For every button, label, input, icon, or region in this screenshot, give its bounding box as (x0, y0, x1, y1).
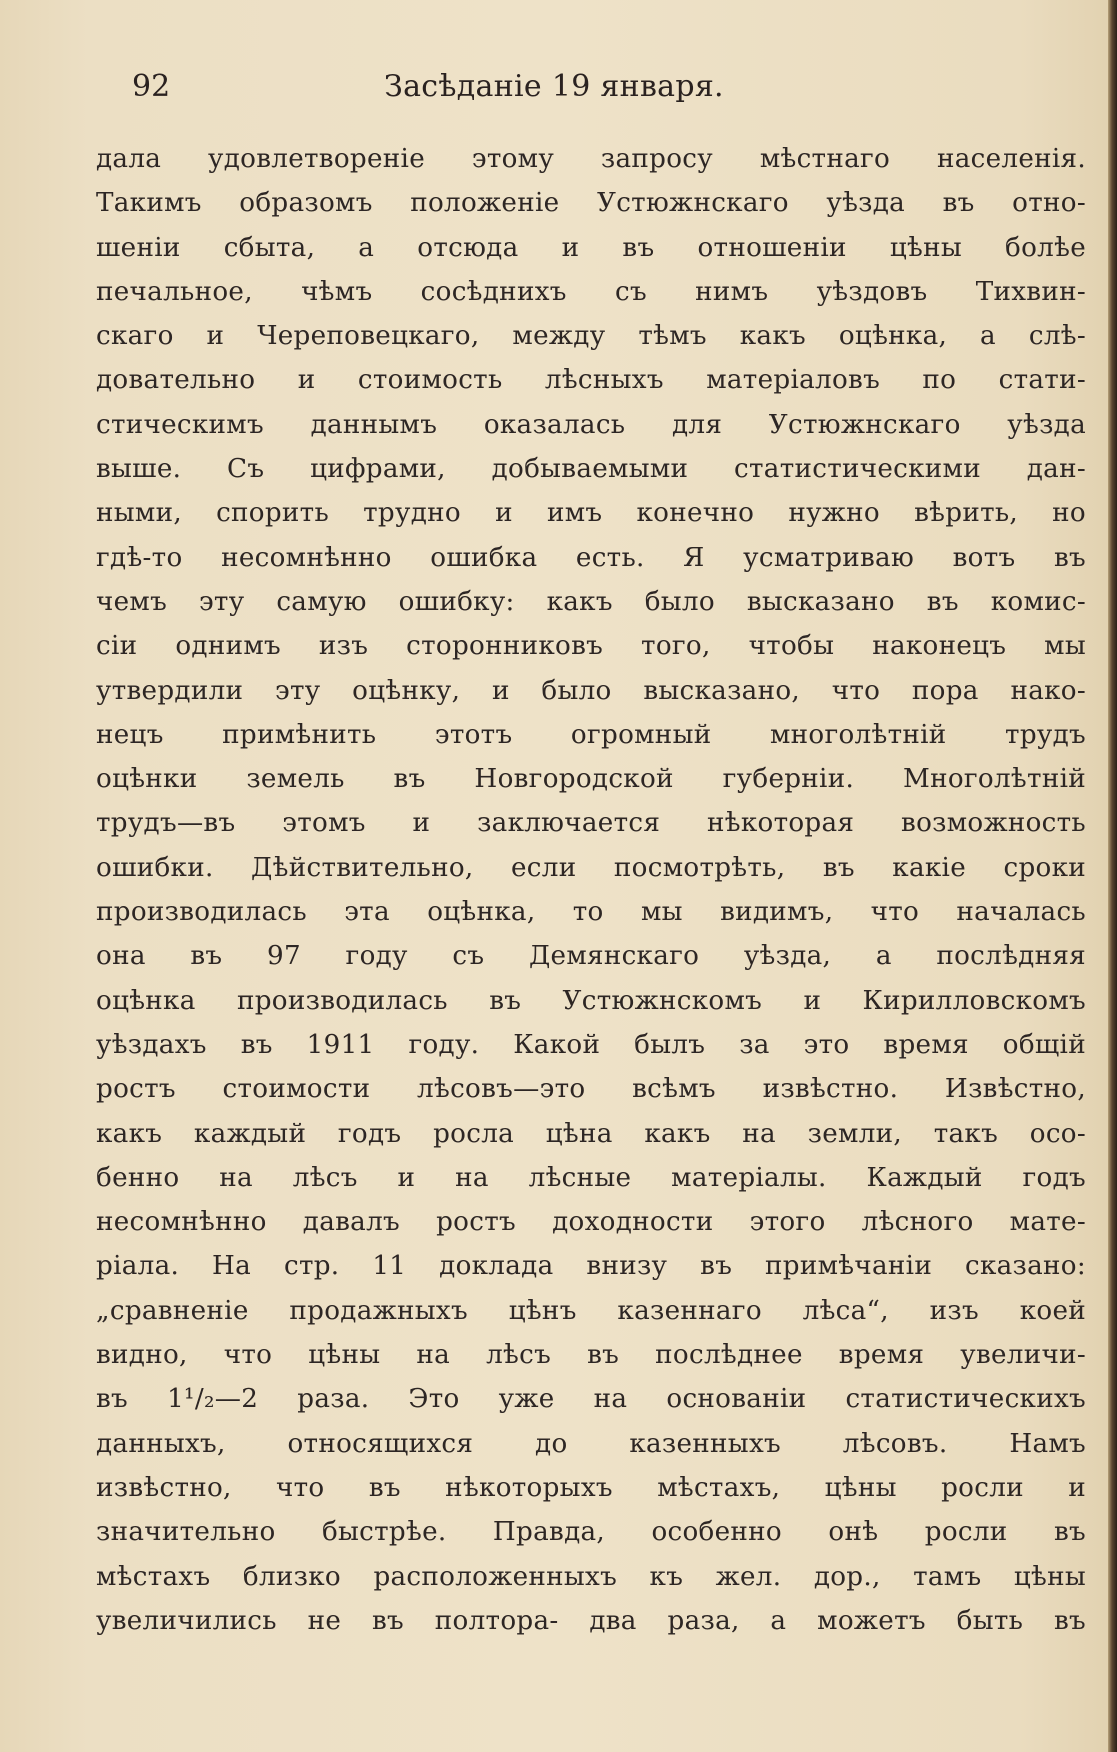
text-line: ростъ стоимости лѣсовъ—это всѣмъ извѣстно. Извѣстно, (96, 1074, 1086, 1105)
text-line: выше. Съ цифрами, добываемыми статистическими дан- (96, 454, 1086, 485)
text-line: оцѣнка производилась въ Устюжнскомъ и Кирилловскомъ (96, 985, 1086, 1016)
text-line: стическимъ даннымъ оказалась для Устюжнскаго уѣзда (96, 409, 1086, 440)
text-line: несомнѣнно давалъ ростъ доходности этого лѣсного мате- (96, 1207, 1086, 1238)
text-line: ными, спорить трудно и имъ конечно нужно вѣрить, но (96, 498, 1086, 529)
text-line: уѣздахъ въ 1911 году. Какой былъ за это время общій (96, 1029, 1086, 1060)
text-line: мѣстахъ близко расположенныхъ къ жел. дор., тамъ цѣны (96, 1561, 1086, 1592)
text-line: данныхъ, относящихся до казенныхъ лѣсовъ. Намъ (96, 1428, 1086, 1459)
text-line: шеніи сбыта, а отсюда и въ отношеніи цѣны болѣе (96, 232, 1086, 263)
text-line: утвердили эту оцѣнку, и было высказано, что пора нако- (96, 675, 1086, 706)
body-text (96, 137, 1086, 1643)
text-line: довательно и стоимость лѣсныхъ матеріаловъ по стати- (96, 365, 1086, 396)
text-line: бенно на лѣсъ и на лѣсные матеріалы. Каждый годъ (96, 1162, 1086, 1193)
text-line: въ 1¹/₂—2 раза. Это уже на основаніи статистическихъ (96, 1384, 1086, 1415)
text-line: гдѣ-то несомнѣнно ошибка есть. Я усматриваю вотъ въ (96, 542, 1086, 573)
text-line: нецъ примѣнить этотъ огромный многолѣтній трудъ (96, 719, 1086, 750)
text-line: извѣстно, что въ нѣкоторыхъ мѣстахъ, цѣны росли и (96, 1472, 1086, 1503)
text-line: Такимъ образомъ положеніе Устюжнскаго уѣзда въ отно- (96, 188, 1086, 219)
text-line: она въ 97 году съ Демянскаго уѣзда, а послѣдняя (96, 941, 1086, 972)
page-header (0, 62, 1108, 112)
text-line: трудъ—въ этомъ и заключается нѣкоторая возможность (96, 808, 1086, 839)
text-line: оцѣнки земель въ Новгородской губерніи. Многолѣтній (96, 764, 1086, 795)
page-number: 92 (132, 69, 171, 104)
text-line: увеличились не въ полтора- два раза, а можетъ быть въ (96, 1605, 1086, 1636)
text-line: значительно быстрѣе. Правда, особенно онѣ росли въ (96, 1517, 1086, 1548)
text-line: „сравненіе продажныхъ цѣнъ казеннаго лѣса“, изъ коей (96, 1295, 1086, 1326)
text-line: сіи однимъ изъ сторонниковъ того, чтобы наконецъ мы (96, 631, 1086, 662)
text-line: печальное, чѣмъ сосѣднихъ съ нимъ уѣздовъ Тихвин- (96, 276, 1086, 307)
text-line: ріала. На стр. 11 доклада внизу въ примѣчаніи сказано: (96, 1251, 1086, 1282)
text-line: какъ каждый годъ росла цѣна какъ на земли, такъ осо- (96, 1118, 1086, 1149)
text-line: ошибки. Дѣйствительно, если посмотрѣть, въ какіе сроки (96, 852, 1086, 883)
text-line: производилась эта оцѣнка, то мы видимъ, что началась (96, 897, 1086, 928)
text-line: дала удовлетвореніе этому запросу мѣстнаго населенія. (96, 144, 1086, 174)
text-line: видно, что цѣны на лѣсъ въ послѣднее время увеличи- (96, 1340, 1086, 1371)
page-edge (1108, 0, 1117, 1752)
text-line: чемъ эту самую ошибку: какъ было высказано въ комис- (96, 586, 1086, 617)
running-head: Засѣданіе 19 января. (384, 69, 724, 104)
text-line: скаго и Череповецкаго, между тѣмъ какъ оцѣнка, а слѣ- (96, 321, 1086, 352)
